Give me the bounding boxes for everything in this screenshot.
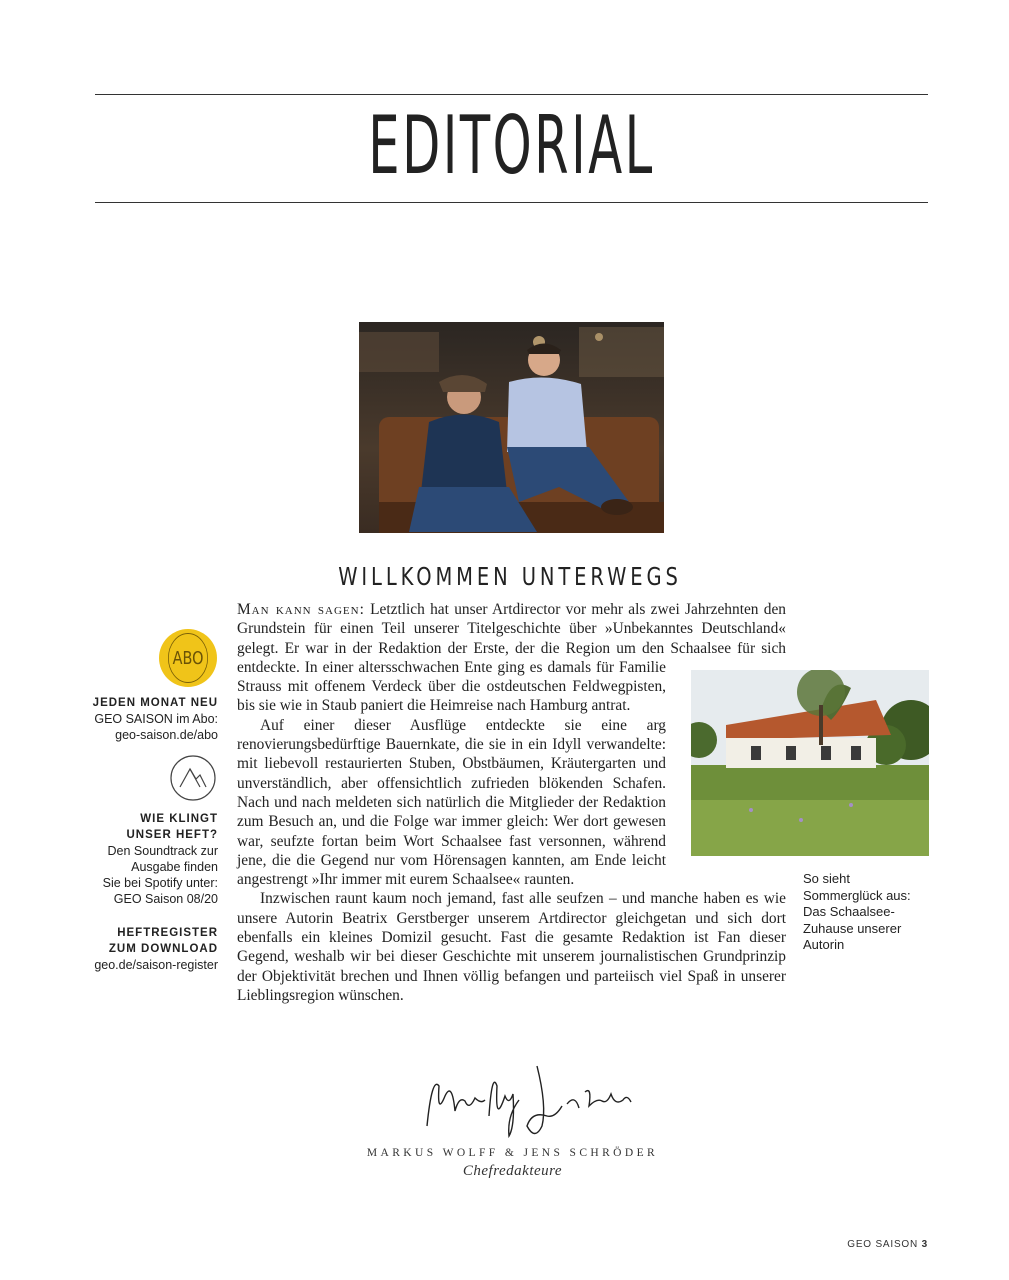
register-info — [80, 925, 218, 973]
paragraph-1-text: Letztlich hat unser Artdirector vor mehr als zwei Jahrzehnten den Grundstein für einen Teil unserer Titelgeschichte über »Unbekanntes Deutschland« gelegt. Er war in der Redaktion der Erste, der die Region um den Schaalsee für sich entdeckte. In einer altersschwachen Ente ging es damals für Familie Strauss mit offenem Verdeck über die ostdeutschen Feldwegpisten, bis sie wie in Staub paniert die Heimreise nach Hamburg antrat. — [237, 601, 786, 715]
author-names: MARKUS WOLFF & JENS SCHRÖDER — [366, 1147, 659, 1159]
lead-in: Man kann sagen: — [237, 601, 365, 618]
photo-caption: So sieht Sommerglück aus: Das Schaalsee-Zuhause unserer Autorin — [803, 871, 911, 952]
folio-page-number: 3 — [921, 1239, 928, 1250]
spotify-icon[interactable] — [170, 755, 216, 801]
editors-photo — [359, 322, 664, 533]
sound-line: GEO Saison 08/20 — [113, 892, 218, 906]
paragraph-2: Auf einer dieser Ausflüge entdeckte sie eine arg renovierungsbedürftige Bauernkate, die sie in ein Idyll verwandelte: mit liebevoll restaurierten Stuben, Obstbäumen, Kräutergarten und unverständlich, aber offensichtlich zufrieden blökenden Schafen. Nach und nach meldeten sich natürlich die Mitglieder der Redaktion zum Besuch an, und die Folge war immer gleich: Wer dort gewesen war, seufzte fortan beim Wort Schaalsee fast versonnen, während jene, die die Gegend nur vom Hörensagen kannten, am Ende leicht angestrengt »Ihr immer mit eurem Schaalsee« raunten. — [237, 716, 666, 889]
sound-heading-1: WIE KLINGT — [140, 813, 218, 825]
author-role: Chefredakteure — [462, 1163, 563, 1179]
folio-magazine: GEO SAISON — [847, 1239, 919, 1250]
abo-badge[interactable] — [159, 629, 217, 687]
register-link[interactable]: geo.de/saison-register — [94, 958, 218, 972]
page-title: EDITORIAL — [368, 99, 655, 192]
farmhouse-photo — [691, 670, 929, 856]
sound-line: Sie bei Spotify unter: — [102, 876, 218, 890]
sound-line: Ausgabe finden — [131, 860, 218, 874]
abo-heading: JEDEN MONAT NEU — [92, 697, 218, 709]
soundtrack-info — [80, 811, 218, 907]
sound-heading-2: UNSER HEFT? — [126, 829, 218, 841]
sound-line: Den Soundtrack zur — [107, 844, 218, 858]
abo-info — [80, 695, 218, 743]
handwritten-signature — [397, 1056, 650, 1146]
abo-link[interactable]: geo-saison.de/abo — [115, 728, 218, 742]
article-headline: WILLKOMMEN UNTERWEGS — [338, 562, 682, 591]
top-rule — [95, 94, 928, 95]
page-folio — [847, 1239, 928, 1250]
register-heading-2: ZUM DOWNLOAD — [108, 943, 218, 955]
paragraph-3: Inzwischen raunt kaum noch jemand, fast alle seufzen – und manche haben es wie unsere Autorin Beatrix Gerstberger unserem Artdirector gleichgetan und sich dort ebenfalls ein kleines Domizil gesucht. Fast die gesamte Redaktion ist Fan dieser Gegend, weshalb wir bei dieser Geschichte mit unserem journalistischen Grundprinzip der Objektivität brechen und Ihnen völlig befangen und parteiisch viel Spaß in unserer Lieblingsregion wünschen. — [237, 890, 786, 1004]
bottom-rule — [95, 202, 928, 203]
abo-line: GEO SAISON im Abo: — [94, 712, 218, 726]
register-heading-1: HEFTREGISTER — [117, 927, 218, 939]
abo-badge-label: ABO — [168, 633, 208, 683]
